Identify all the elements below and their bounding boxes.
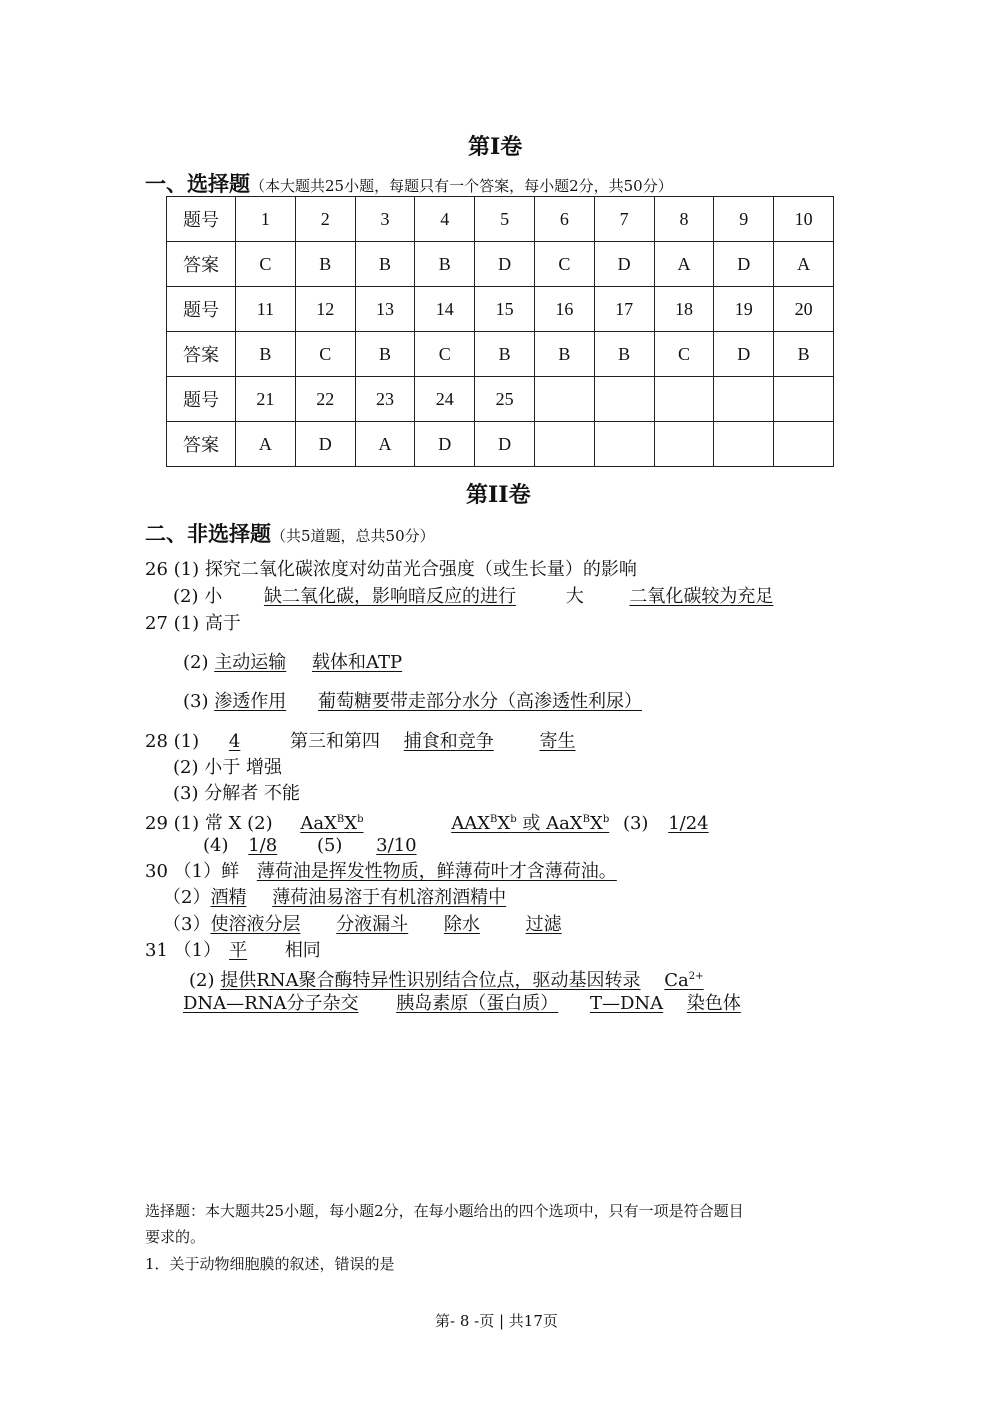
table-cell: B [774,332,834,377]
table-cell: 17 [594,287,654,332]
q30-line3 [163,913,574,937]
table-cell: C [236,242,296,287]
table-cell: D [475,242,535,287]
part1-title: 第Ⅰ卷 [468,134,523,160]
q30-line1 [145,860,617,884]
q28-line1 [145,730,586,754]
table-cell: C [654,332,714,377]
q30-part1: 30 （1）鲜 [145,861,240,882]
q31-answer4: DNA—RNA分子杂交 [183,993,359,1014]
q28-line2: (2) 小于 增强 [173,757,282,778]
q28-line3: (3) 分解者 不能 [173,783,300,804]
table-cell: C [534,242,594,287]
q31-answer3-sup: 2+ [688,971,704,982]
q29-answer6: 3/10 [376,835,417,856]
q31-answer6: T—DNA [589,993,664,1014]
q31-answer5: 胰岛素原（蛋白质） [396,993,559,1014]
q26-answer2: 大 [565,586,584,607]
table-cell: 6 [534,197,594,242]
table-cell: 16 [534,287,594,332]
table-row-label: 题号 [167,197,236,242]
table-cell: 12 [295,287,355,332]
table-row-label: 答案 [167,332,236,377]
choice-intro-line1: 选择题：本大题共25小题，每小题2分，在每小题给出的四个选项中，只有一项是符合题目 [145,1202,744,1220]
q29-answer2-sup1: B [490,814,498,825]
section2-title: 二、非选择题 [145,521,271,546]
table-cell: 21 [236,377,296,422]
table-cell: B [475,332,535,377]
table-cell: B [236,332,296,377]
q29-answer3-sup1: B [582,814,590,825]
q29-answer3-base: AaX [546,813,583,834]
q31-line1 [145,939,321,963]
q28-answer4: 寄生 [539,731,576,752]
q29-answer1-base: AaX [300,813,337,834]
table-cell [594,377,654,422]
q29-answer2-base: AAX [451,813,491,834]
q30-answer3c: 除水 [443,914,480,935]
table-cell [654,422,714,467]
q29-line2 [203,834,441,858]
q29-part4: (4) [203,835,229,856]
section2-heading [145,518,435,548]
section1-note: （本大题共25小题，每题只有一个答案，每小题2分，共50分） [250,177,673,195]
table-row [167,377,834,422]
table-cell: B [355,332,415,377]
q27-line2 [183,651,402,675]
q27-line1: 27 (1) 高于 [145,613,241,634]
table-cell: D [594,242,654,287]
q30-answer3b: 分液漏斗 [336,914,409,935]
table-cell: 18 [654,287,714,332]
q27-answer3b: 葡萄糖要带走部分水分（高渗透性利尿） [317,691,642,712]
q29-answer3-sup2: b [602,814,610,825]
table-cell: 15 [475,287,535,332]
q27-answer2b: 载体和ATP [311,652,403,673]
q29-part1: 29 (1) 常 X (2) [145,813,273,834]
q31-line3 [183,992,747,1016]
table-cell [594,422,654,467]
q26-answer1: 缺二氧化碳，影响暗反应的进行 [263,586,516,607]
table-cell: A [774,242,834,287]
table-cell: B [355,242,415,287]
q29-part5: (5) [316,835,343,856]
q31-answer7: 染色体 [686,993,741,1014]
section1-title: 一、选择题 [145,171,250,196]
q26-answer3: 二氧化碳较为充足 [629,586,774,607]
section2-note: （共5道题，总共50分） [271,527,435,545]
table-cell: 10 [774,197,834,242]
table-cell [714,422,774,467]
table-cell: B [415,242,475,287]
page-number: 第- 8 -页 | 共17页 [435,1312,558,1330]
q30-part3: （3） [163,914,211,935]
q26-part2: (2) 小 [173,586,223,607]
q31-answer3-base: Ca [664,970,689,991]
part2-title: 第II卷 [466,482,531,508]
q28-part1: 28 (1) [145,731,200,752]
table-cell: 20 [774,287,834,332]
q29-answer3-mid: X [589,813,603,834]
table-cell: 24 [415,377,475,422]
q30-line2 [163,886,506,910]
q29-answer2-mid: X [497,813,511,834]
table-cell: C [415,332,475,377]
table-cell: D [714,242,774,287]
table-cell: C [295,332,355,377]
table-row-label: 题号 [167,377,236,422]
q29-answer5: 1/8 [248,835,278,856]
table-cell: A [654,242,714,287]
q28-answer1: 4 [228,731,241,752]
q30-part2: （2） [163,887,211,908]
q29-or: 或 [516,813,547,834]
q27-part2: (2) [183,652,209,673]
q30-answer2a: 酒精 [210,887,247,908]
table-cell [774,422,834,467]
q31-answer1b: 相同 [284,940,321,961]
table-cell: B [594,332,654,377]
table-cell: D [475,422,535,467]
q29-answer1-sup2: b [357,814,364,825]
q31-line2 [189,965,704,993]
q29-answer1-sup1: B [336,814,345,825]
q29-line1 [145,808,717,836]
table-cell [534,422,594,467]
q29-part3: (3) [622,813,649,834]
q31-part1: 31 （1） [145,940,222,961]
table-cell [774,377,834,422]
table-cell: 22 [295,377,355,422]
table-cell: A [355,422,415,467]
table-cell: 25 [475,377,535,422]
table-cell: 2 [295,197,355,242]
q29-answer1-mid: X [344,813,358,834]
q31-answer3 [664,970,703,991]
q31-part2: (2) [189,970,215,991]
table-row-label: 答案 [167,422,236,467]
table-cell: 9 [714,197,774,242]
q26-line1: 26 (1) 探究二氧化碳浓度对幼苗光合强度（或生长量）的影响 [145,559,637,580]
table-cell: 19 [714,287,774,332]
table-cell: 11 [236,287,296,332]
q29-answer2 [421,813,609,834]
table-cell: A [236,422,296,467]
q30-answer3a: 使溶液分层 [210,914,301,935]
q29-answer4: 1/24 [668,813,709,834]
table-cell: 4 [415,197,475,242]
table-cell: D [415,422,475,467]
choice-intro-line2: 要求的。 [145,1228,206,1246]
answer-table [166,196,834,467]
table-cell: 13 [355,287,415,332]
table-cell: B [295,242,355,287]
table-cell: 8 [654,197,714,242]
table-cell: 23 [355,377,415,422]
q28-answer3: 捕食和竞争 [403,731,494,752]
table-cell: 14 [415,287,475,332]
table-cell: 1 [236,197,296,242]
q31-answer2: 提供RNA聚合酶特异性识别结合位点，驱动基因转录 [220,970,641,991]
q27-line3 [183,690,642,714]
q27-part3: (3) [183,691,209,712]
table-cell [534,377,594,422]
table-cell: 5 [475,197,535,242]
table-cell [654,377,714,422]
q28-answer2: 第三和第四 [290,731,381,752]
table-row-label: 题号 [167,287,236,332]
table-row [167,197,834,242]
q26-line2 [173,585,773,609]
section1-heading [145,168,673,198]
q29-answer2-sup2: b [510,814,517,825]
q30-answer1: 薄荷油是挥发性物质，鲜薄荷叶才含薄荷油。 [256,861,617,882]
q31-answer1: 平 [229,940,248,961]
table-row-label: 答案 [167,242,236,287]
table-cell [714,377,774,422]
table-cell: 7 [594,197,654,242]
table-row [167,287,834,332]
table-row [167,242,834,287]
q30-answer3d: 过滤 [525,914,562,935]
q27-answer3a: 渗透作用 [214,691,287,712]
table-cell: B [534,332,594,377]
q27-answer2a: 主动运输 [214,652,287,673]
q29-answer1 [278,813,389,834]
table-cell: 3 [355,197,415,242]
table-row [167,422,834,467]
question-1-stem: 1．关于动物细胞膜的叙述，错误的是 [145,1255,395,1273]
table-row [167,332,834,377]
table-cell: D [295,422,355,467]
q30-answer2b: 薄荷油易溶于有机溶剂酒精中 [272,887,507,908]
table-cell: D [714,332,774,377]
